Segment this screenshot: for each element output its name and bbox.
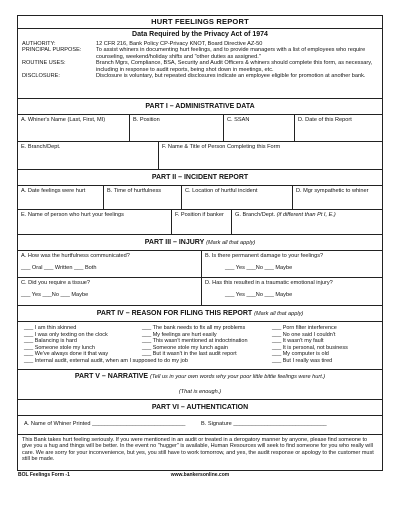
date-hurt-field[interactable]: A. Date feelings were hurt xyxy=(18,186,104,209)
privacy-row-purpose xyxy=(22,47,378,60)
reason-item[interactable]: ___ I am thin skinned xyxy=(24,325,77,331)
privacy-label: DISCLOSURE: xyxy=(22,73,60,80)
part-2-row-1 xyxy=(18,186,382,210)
hurter-name-field[interactable]: E. Name of person who hurt your feelings xyxy=(18,210,172,234)
hurt-feelings-form xyxy=(17,15,383,478)
reason-item[interactable]: ___ It wasn't my fault xyxy=(272,338,324,345)
sympathetic-mgr-field[interactable]: D. Mgr sympathetic to whiner xyxy=(296,188,369,194)
part-3-title-text: PART III – INJURY xyxy=(144,239,205,246)
reason-item[interactable]: ___ But I really was tired xyxy=(272,357,333,364)
question-label: A. How was the hurtfulness communicated? xyxy=(21,253,130,259)
part-1-title: PART I – ADMINISTRATIVE DATA xyxy=(18,99,382,115)
reason-item[interactable]: ___ It is personal, not business xyxy=(272,344,348,351)
part-1-row-2 xyxy=(18,142,382,169)
question-label: D. Has this resulted in a traumatic emotional injury? xyxy=(205,280,333,286)
privacy-label: PRINCIPAL PURPOSE: xyxy=(22,47,82,54)
part-1-row-1 xyxy=(18,115,382,142)
part-6-title: PART VI – AUTHENTICATION xyxy=(18,400,382,416)
communication-options[interactable]: ___ Oral ___ Written ___ Both xyxy=(21,265,97,272)
completer-name-field[interactable]: F. Name & Title of Person Completing this Form xyxy=(162,144,281,150)
reasons-col-2 xyxy=(142,325,272,358)
part-3-section xyxy=(17,235,383,306)
privacy-row-disclosure xyxy=(22,73,378,79)
site-link[interactable]: www.bankersonline.com xyxy=(170,471,230,478)
privacy-label: ROUTINE USES: xyxy=(22,60,66,67)
hurter-branch-note: (if different than Pt I, E.) xyxy=(276,212,336,218)
part-4-title-text: PART IV – REASON FOR FILING THIS REPORT xyxy=(96,310,253,317)
reasons-last-row xyxy=(18,358,382,367)
privacy-label: AUTHORITY: xyxy=(22,41,56,48)
communication-question xyxy=(18,251,202,277)
part-3-title xyxy=(18,235,382,251)
part-4-note: (Mark all that apply) xyxy=(254,311,304,317)
tissue-question xyxy=(18,278,202,305)
part-1-section xyxy=(17,99,383,170)
trauma-options[interactable]: ___ Yes ___No ___ Maybe xyxy=(225,292,293,299)
reason-item[interactable]: ___ Balancing is hard xyxy=(24,338,77,345)
part-5-note: (Tell us in your own words why your poor little bittie feelings were hurt.) xyxy=(150,373,326,380)
branch-dept-field[interactable]: E. Branch/Dept. xyxy=(18,142,159,169)
part-5-title xyxy=(18,370,382,381)
reason-item[interactable]: ___ My feelings are hurt easily xyxy=(142,331,217,338)
part-3-note: (Mark all that apply) xyxy=(206,240,256,246)
location-field[interactable]: C. Location of hurtful incident xyxy=(182,186,293,209)
authentication-row xyxy=(18,416,382,434)
permanent-damage-options[interactable]: ___ Yes ___No ___ Maybe xyxy=(225,265,293,272)
signature-field[interactable]: B. Signature ______________________________ xyxy=(201,420,327,427)
reason-item[interactable]: ___ My computer is old xyxy=(272,351,329,358)
reason-item[interactable]: ___ But it wasn't in the last audit report xyxy=(142,351,237,358)
form-title: HURT FEELINGS REPORT xyxy=(17,15,383,29)
privacy-value: Disclosure is voluntary, but repeated disclosures indicate an employee eligible for promotion at another bank. xyxy=(96,73,366,80)
trauma-question xyxy=(202,278,382,305)
whiner-name-field[interactable]: A. Whiner's Name (Last, First, MI) xyxy=(18,115,130,141)
part-5-section[interactable] xyxy=(17,370,383,400)
part-3-row-2 xyxy=(18,278,382,305)
ssan-field[interactable]: C. SSAN xyxy=(224,115,295,141)
reason-item[interactable]: ___ This wasn't mentioned at indoctrination xyxy=(142,338,248,345)
part-4-section xyxy=(17,306,383,370)
whiner-name-printed-field[interactable]: A. Name of Whiner Printed ______________________________ xyxy=(24,420,186,427)
privacy-row-uses xyxy=(22,60,378,73)
privacy-value: To assist whiners in documenting hurt feelings, and to provide managers with a list of employees who require counseling, weekend/holiday shifts and "other duties as assigned." xyxy=(96,47,366,60)
part-5-subnote: (That is enough.) xyxy=(178,388,222,395)
hurter-branch-field[interactable] xyxy=(232,210,382,234)
report-date-field[interactable]: D. Date of this Report xyxy=(298,117,352,123)
part-2-title: PART II – INCIDENT REPORT xyxy=(18,170,382,186)
question-label: C. Did you require a tissue? xyxy=(21,280,91,286)
part-2-row-2 xyxy=(18,210,382,234)
position-field[interactable]: B. Position xyxy=(130,115,224,141)
privacy-act-box xyxy=(17,29,383,99)
reason-item[interactable]: ___ Someone stole my lunch xyxy=(24,344,95,351)
question-label: B. Is there permanent damage to your feelings? xyxy=(205,253,324,259)
time-hurt-field[interactable]: B. Time of hurtfulness xyxy=(104,186,182,209)
reasons-col-3 xyxy=(272,325,378,358)
reasons-columns xyxy=(18,322,382,358)
reasons-col-1 xyxy=(24,325,142,358)
privacy-heading: Data Required by the Privacy Act of 1974 xyxy=(132,31,268,38)
privacy-value: Branch Mgrs, Compliance, BSA, Security and Audit Officers & whiners should complete this form, as necessary, including in response to audit reports, being shot down in meetings, etc. xyxy=(96,60,373,73)
form-id: BOL Feelings Form -1 xyxy=(18,471,70,478)
part-4-title xyxy=(18,306,382,322)
reason-item[interactable]: ___ Someone stole my lunch again xyxy=(142,344,228,351)
part-3-row-1 xyxy=(18,251,382,278)
part-6-section xyxy=(17,400,383,435)
tissue-options[interactable]: ___ Yes ___No ___ Maybe xyxy=(21,292,89,299)
hurter-position-field[interactable]: F. Position if banker xyxy=(172,210,232,234)
reasons-block xyxy=(18,322,382,369)
reason-item[interactable]: ___ The bank needs to fix all my problems xyxy=(142,325,246,331)
privacy-value: 12 CFR 216, Bank Policy CP-Privacy KNOT, Board Directive AZ-50 xyxy=(96,41,263,48)
fine-print: This Bank takes hurt feeling seriously. If you were mentioned in an audit or treated in a derogatory manner by anyone, please find someone to give you a hug and things will be better. In the event no "hugger" is available, Human Resources will seek to find someone for you who really will care. We are sorry for your inconvenience, but yes, you still have to work tomorrow, and yes, the audit response or apology to the customer must still be made. xyxy=(17,435,383,471)
part-2-section xyxy=(17,170,383,235)
hurter-branch-label: G. Branch/Dept. xyxy=(235,212,276,218)
reason-item[interactable]: ___ We've always done it that way xyxy=(24,351,109,358)
form-footer xyxy=(17,473,383,479)
reason-item[interactable]: ___ Porn filter interference xyxy=(272,325,337,331)
reason-item[interactable]: ___ I was only texting on the clock xyxy=(24,331,108,338)
part-5-title-text: PART V – NARRATIVE xyxy=(74,372,149,380)
reason-item[interactable]: ___ Internal audit, external audit, when am I supposed to do my job xyxy=(24,357,188,364)
reason-item[interactable]: ___ No one said I couldn't xyxy=(272,331,336,338)
permanent-damage-question xyxy=(202,251,382,277)
